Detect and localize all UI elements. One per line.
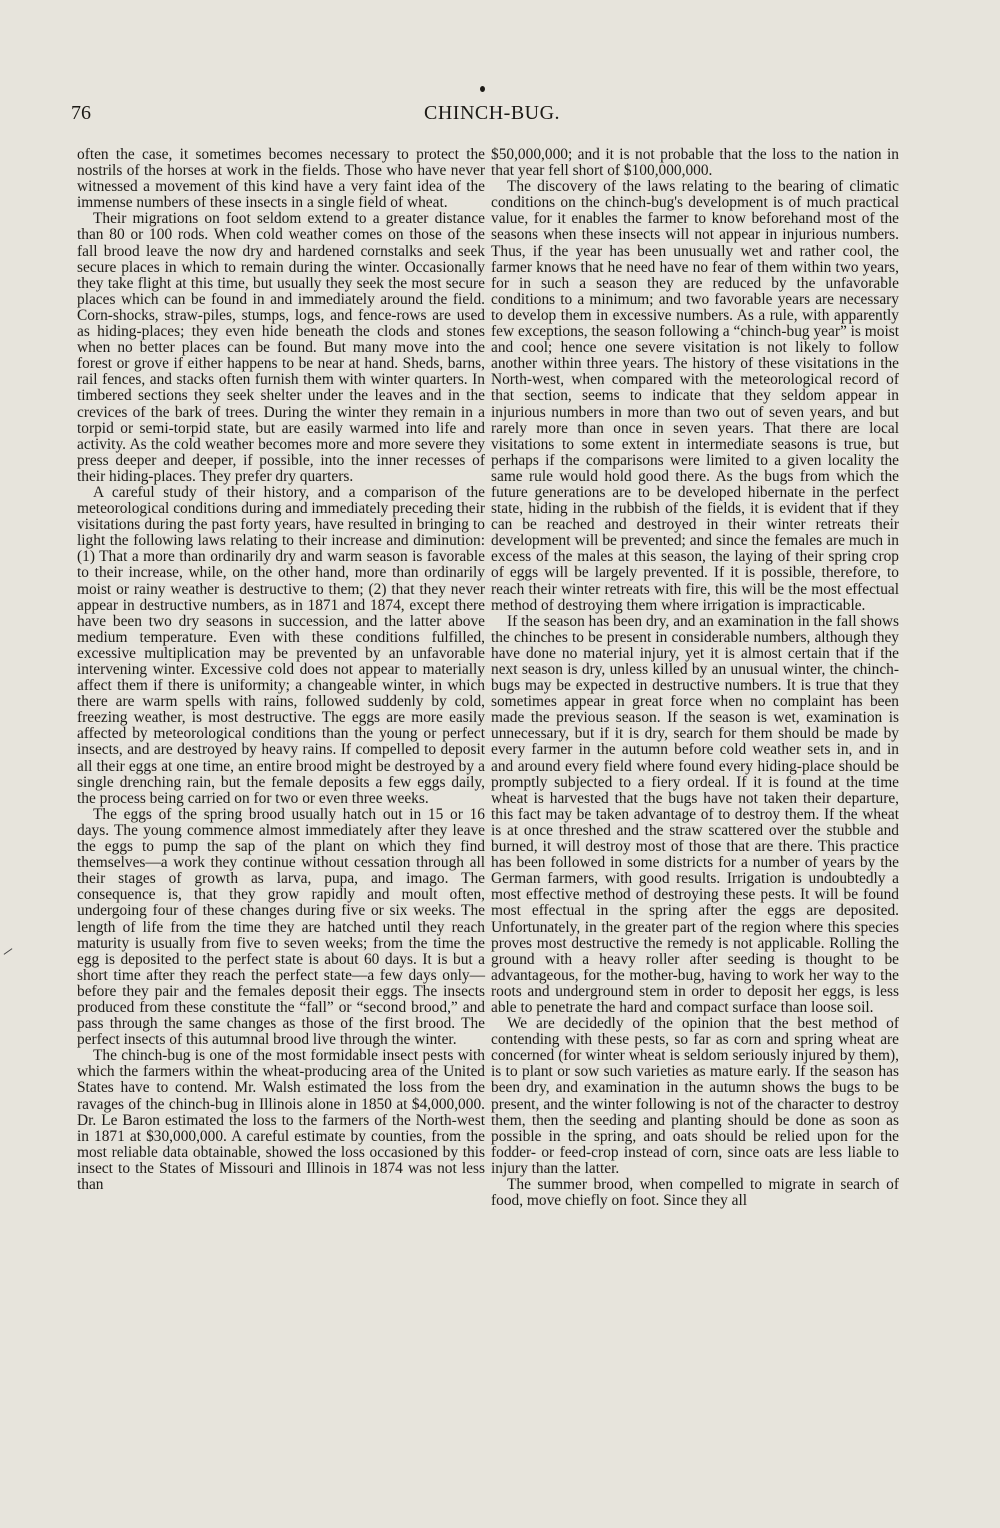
- right-column: [491, 147, 899, 1209]
- left-paragraph-3: A careful study of their history, and a comparison of the meteorological conditions during and immediately preceding their visitations during the past forty years, have resulted in bringing to light the following laws relating to their increase and diminution: (1) That a more than ordinarily dry and warm season is favorable to their increase, while, on the other hand, more than ordinarily moist or rainy weather is destructive to them; (2) that they never appear in destructive numbers, as in 1871 and 1874, except there have been two dry seasons in succession, and the latter above medium temperature. Even with these conditions fulfilled, excessive multiplication may be prevented by an unfavorable intervening winter. Excessive cold does not appear to materially affect them if there is uniformity; a changeable winter, in which there are warm spells with rains, followed suddenly by cold, freezing weather, is most destructive. The eggs are more easily affected by meteorological conditions than the young or perfect insects, and are destroyed by heavy rains. If compelled to deposit all their eggs at one time, an entire brood might be destroyed by a single drenching rain, but the female deposits a few eggs daily, the process being carried on for two or even three weeks.: [77, 483, 485, 807]
- margin-pencil-mark: [4, 948, 13, 955]
- page-header: [71, 102, 1000, 132]
- right-paragraph-2: The discovery of the laws relating to the bearing of climatic conditions on the chinch-bug's development is of much practical value, for it enables the farmer to know beforehand most of the seasons when these insects will not appear in injurious numbers. Thus, if the year has been unusually wet and rather cool, the farmer knows that he need have no fear of them within two years, for in such a season they are reduced by the unfavorable conditions to a minimum; and two favorable years are necessary to develop them in excessive numbers. As a rule, with apparently few exceptions, the season following a “chinch-bug year” is moist and cool; hence one severe visitation is not likely to follow another within three years. The history of these visitations in the North-west, when compared with the meteorological record of that section, seems to indicate that they seldom appear in injurious numbers in more than two out of seven years, and but rarely more than once in seven years. That there are local visitations to some extent in intermediate seasons is true, but perhaps if the comparisons were limited to a given locality the same rule would hold good there. As the bugs from which the future generations are to be developed hibernate in the perfect state, hiding in the rubbish of the fields, it is evident that if they can be reached and destroyed in their winter retreats their development will be prevented; and since the females are much in excess of the males at this season, the laying of their spring crop of eggs will be largely prevented. If it is possible, therefore, to reach their winter retreats with fire, this will be the most effectual method of destroying them where irrigation is impracticable.: [491, 178, 899, 614]
- printer-dot: [480, 86, 485, 92]
- left-column: [77, 147, 485, 1193]
- left-paragraph-1: often the case, it sometimes becomes necessary to protect the nostrils of the horses at work in the fields. Those who have never witnessed a movement of this kind have a very faint idea of the immense numbers of these insects in a single field of wheat.: [77, 146, 485, 212]
- right-paragraph-5: The summer brood, when compelled to migrate in search of food, move chiefly on foot. Since they all: [491, 1176, 899, 1210]
- right-paragraph-4: We are decidedly of the opinion that the best method of contending with these pests, so far as corn and spring wheat are concerned (for winter wheat is seldom seriously injured by them), is to plant or sow such varieties as mature early. If the season has been dry, and examination in the autumn shows the bugs to be present, and the winter following is not of the character to destroy them, then the seeding and planting should be done as soon as possible in the spring, and oats should be relied upon for the fodder- or feed-crop instead of corn, since oats are less liable to injury than the latter.: [491, 1015, 899, 1177]
- right-paragraph-1: $50,000,000; and it is not probable that the loss to the nation in that year fell short of $100,000,000.: [491, 146, 899, 180]
- left-paragraph-2: Their migrations on foot seldom extend to a greater distance than 80 or 100 rods. When cold weather comes on those of the fall brood leave the now dry and hardened cornstalks and seek secure places in which to remain during the winter. Occasionally they take flight at this time, but usually they seek the most secure places which can be found in and immediately around the field. Corn-shocks, straw-piles, stumps, logs, and fence-rows are used as hiding-places; they even hide beneath the clods and stones when no better places can be found. But many move into the forest or grove if either happens to be near at hand. Sheds, barns, rail fences, and stacks often furnish them with winter quarters. In timbered sections they seek shelter under the leaves and in the crevices of the bark of trees. During the winter they remain in a torpid or semi-torpid state, but are easily warmed into life and activity. As the cold weather becomes more and more severe they press deeper and deeper, if possible, into the inner recesses of their hiding-places. They prefer dry quarters.: [77, 210, 485, 485]
- page-number: 76: [71, 102, 91, 124]
- right-paragraph-3: If the season has been dry, and an examination in the fall shows the chinches to be present in considerable numbers, although they have done no material injury, yet it is almost certain that if the next season is dry, unless killed by an unusual winter, the chinch-bugs may be expected in destructive numbers. It is true that they sometimes appear in great force when no complaint has been made the previous season. If the season is wet, examination is unnecessary, but if it is dry, search for them should be made by every farmer in the autumn before cold weather sets in, and in and around every field where found every hiding-place should be promptly subjected to a fiery ordeal. If it is found at the time wheat is harvested that the bugs have not taken their departure, this fact may be taken advantage of to destroy them. If the wheat is at once threshed and the straw scattered over the stubble and burned, it will destroy most of those that are there. This practice has been followed in some districts for a number of years by the German farmers, with good results. Irrigation is undoubtedly a most effective method of destroying these pests. It will be found most effectual in the spring after the eggs are deposited. Unfortunately, in the greater part of the region where this species proves most destructive the remedy is not applicable. Rolling the ground with a heavy roller after seeding is thought to be advantageous, for the mother-bug, having to work her way to the roots and underground stem in order to deposit her eggs, is less able to penetrate the hard and compact surface than loose soil.: [491, 612, 899, 1016]
- left-paragraph-5: The chinch-bug is one of the most formidable insect pests with which the farmers within the wheat-producing area of the United States have to contend. Mr. Walsh estimated the loss from the ravages of the chinch-bug in Illinois alone in 1850 at $4,000,000. Dr. Le Baron estimated the loss to the farmers of the North-west in 1871 at $30,000,000. A careful estimate by counties, from the most reliable data obtainable, showed the loss occasioned by this insect to the States of Missouri and Illinois in 1874 was not less than: [77, 1047, 485, 1193]
- left-paragraph-4: The eggs of the spring brood usually hatch out in 15 or 16 days. The young commence almost immediately after they leave the eggs to pump the sap of the plant on which they find themselves—a work they continue without cessation through all their stages of growth as larva, pupa, and imago. The consequence is, that they grow rapidly and moult often, undergoing four of these changes during five or six weeks. The length of life from the time they are hatched until they reach maturity is usually from five to seven weeks; from the time the egg is deposited to the perfect state is about 60 days. It is but a short time after they reach the perfect state—a few days only—before they pair and the females deposit their eggs. The insects produced from these constitute the “fall” or “second brood,” and pass through the same changes as those of the first brood. The perfect insects of this autumnal brood live through the winter.: [77, 805, 485, 1049]
- running-title: CHINCH-BUG.: [424, 102, 561, 124]
